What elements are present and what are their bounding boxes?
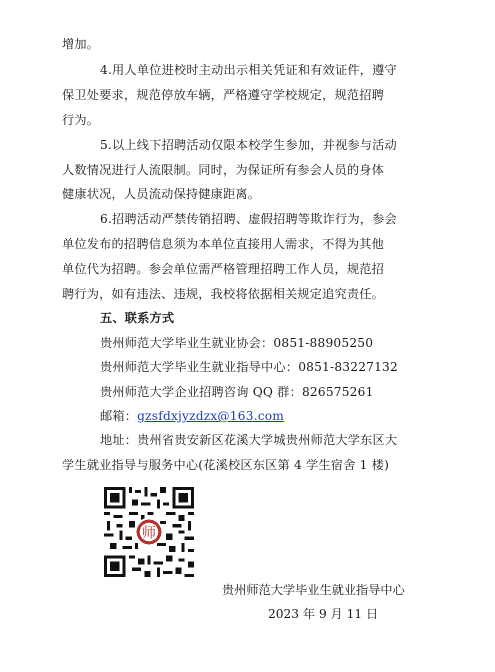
address-line: 学生就业指导与服务中心(花溪校区东区第 4 学生宿舍 1 楼) (62, 458, 390, 472)
body-line: 4.用人单位进校时主动出示相关凭证和有效证件，遵守 (100, 63, 397, 77)
contact-line: 贵州师范大学企业招聘咨询 QQ 群：826575261 (100, 385, 374, 399)
body-line: 增加。 (62, 37, 100, 51)
qr-logo-char: 师 (141, 525, 157, 542)
body-line: 行为。 (62, 113, 100, 127)
body-line: 人数情况进行人流限制。同时，为保证所有参会人员的身体 (62, 163, 385, 177)
body-line: 5.以上线下招聘活动仅限本校学生参加，并视参与活动 (100, 138, 397, 152)
signature-date: 2023 年 9 月 11 日 (268, 607, 379, 621)
contact-heading: 五、联系方式 (100, 311, 175, 325)
contact-line: 贵州师范大学毕业生就业指导中心：0851-83227132 (100, 360, 398, 374)
body-line: 保卫处要求，规范停放车辆，严格遵守学校规定，规范招聘 (62, 88, 385, 102)
contact-line: 贵州师范大学毕业生就业协会：0851-88905250 (100, 336, 374, 350)
body-line: 健康状况，人员流动保持健康距离。 (62, 187, 261, 201)
email-line (100, 408, 284, 424)
body-line: 聘行为，如有违法、违规，我校将依据相关规定追究责任。 (62, 287, 385, 301)
signature-organization: 贵州师范大学毕业生就业指导中心 (222, 583, 405, 597)
address-line: 地址：贵州省贵安新区花溪大学城贵州师范大学东区大 (100, 433, 398, 447)
email-label: 邮箱： (100, 409, 138, 423)
body-line: 6.招聘活动严禁传销招聘、虚假招聘等欺诈行为，参会 (100, 212, 397, 226)
qr-code-image (104, 487, 194, 577)
body-line: 单位发布的招聘信息须为本单位直接用人需求，不得为其他 (62, 237, 385, 251)
email-link[interactable]: gzsfdxjyzdzx@163.com (137, 409, 285, 423)
body-line: 单位代为招聘。参会单位需严格管理招聘工作人员，规范招 (62, 262, 385, 276)
